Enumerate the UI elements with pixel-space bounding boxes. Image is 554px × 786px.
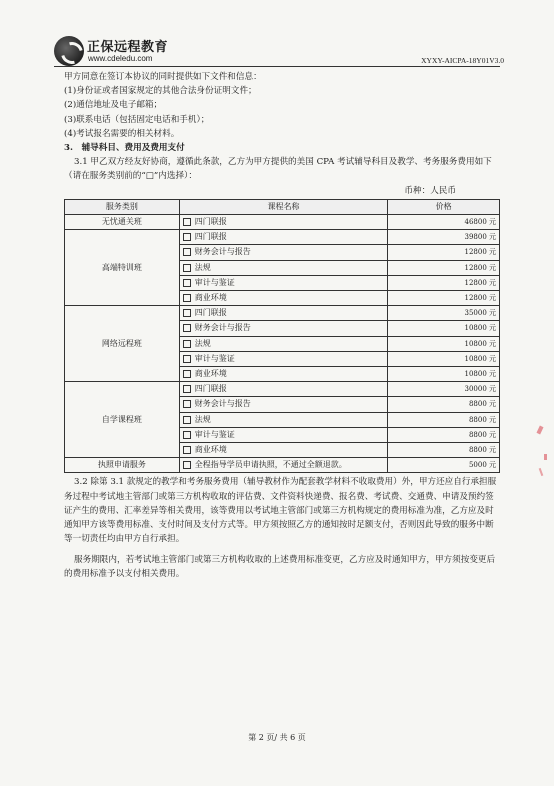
checkbox-icon[interactable] bbox=[183, 370, 191, 378]
course-name: 全程指导学员申请执照，不通过全额退款。 bbox=[194, 460, 347, 470]
course-name: 商业环境 bbox=[194, 369, 227, 379]
course-name: 财务会计与报告 bbox=[194, 399, 251, 409]
service-category: 自学课程班 bbox=[65, 382, 180, 458]
course-cell bbox=[179, 367, 388, 382]
course-name: 法规 bbox=[194, 338, 211, 348]
course-name: 财务会计与报告 bbox=[194, 323, 251, 333]
checkbox-icon[interactable] bbox=[183, 416, 191, 424]
price-cell: 8800 元 bbox=[388, 397, 500, 412]
course-cell bbox=[179, 260, 388, 275]
course-name: 审计与鉴证 bbox=[194, 353, 235, 363]
service-category: 执照申请服务 bbox=[65, 458, 180, 473]
course-name: 法规 bbox=[194, 262, 211, 272]
checkbox-icon[interactable] bbox=[183, 218, 191, 226]
course-name: 四门联报 bbox=[194, 384, 227, 394]
body-line: (1)身份证或者国家规定的其他合法身份证明文件； bbox=[64, 86, 257, 97]
checkbox-icon[interactable] bbox=[183, 431, 191, 439]
table-row bbox=[65, 458, 500, 473]
header-category: 服务类别 bbox=[65, 199, 180, 214]
checkbox-icon[interactable] bbox=[183, 309, 191, 317]
course-cell bbox=[179, 458, 388, 473]
course-cell bbox=[179, 443, 388, 458]
checkbox-icon[interactable] bbox=[183, 400, 191, 408]
course-name: 商业环境 bbox=[194, 293, 227, 303]
price-cell: 5000 元 bbox=[388, 458, 500, 473]
section-title: 3. 辅导科目、费用及费用支付 bbox=[64, 143, 185, 154]
price-cell: 12800 元 bbox=[388, 275, 500, 290]
price-cell: 10800 元 bbox=[388, 351, 500, 366]
price-cell: 8800 元 bbox=[388, 412, 500, 427]
checkbox-icon[interactable] bbox=[183, 340, 191, 348]
header-rule bbox=[54, 66, 500, 67]
checkbox-icon[interactable] bbox=[183, 248, 191, 256]
price-cell: 8800 元 bbox=[388, 427, 500, 442]
price-cell: 10800 元 bbox=[388, 321, 500, 336]
course-cell bbox=[179, 215, 388, 230]
price-cell: 12800 元 bbox=[388, 291, 500, 306]
paragraph-service-period: 服务期限内，若考试地主管部门或第三方机构收取的上述费用标准变更，乙方应及时通知甲方，甲方须按变更后的费用标准予以支付相关费用。 bbox=[64, 554, 496, 579]
course-cell bbox=[179, 427, 388, 442]
paragraph-3-2: 3.2 除第 3.1 款规定的教学和考务服务费用（辅导教材作为配套教学材料不收取费用）外，甲方还应自行承担服务过程中考试地主管部门或第三方机构收取的评估费、文件资料快递费、报名费、考试费、交通费、申请及预约签证产生的费用、汇率差异等相关费用，该等费用以考试地主管部门或第三方机构规定的费用标准为准，乙方应及时通知甲方该等费用标准、支付时间及支付方式等。甲方须按照乙方的通知按时足额支付，否则因此导致的服务中断等一切责任均由甲方自行承担。 bbox=[64, 477, 497, 545]
service-category: 高端特训班 bbox=[65, 230, 180, 306]
brand-name: 正保远程教育 bbox=[87, 40, 169, 55]
document-code: XYXY-AICPA-18Y01V3.0 bbox=[421, 56, 504, 65]
course-name: 四门联报 bbox=[194, 308, 227, 318]
checkbox-icon[interactable] bbox=[183, 279, 191, 287]
course-name: 法规 bbox=[194, 414, 211, 424]
table-row bbox=[65, 306, 500, 321]
body-line: (2)通信地址及电子邮箱； bbox=[64, 100, 163, 111]
course-cell bbox=[179, 351, 388, 366]
price-cell: 30000 元 bbox=[388, 382, 500, 397]
paragraph-3-1: 3.1 甲乙双方经友好协商，遵循此条款，乙方为甲方提供的美国 CPA 考试辅导科目及教学、考务服务费用如下（请在服务类别前的“□”内选择）： bbox=[64, 157, 492, 182]
checkbox-icon[interactable] bbox=[183, 264, 191, 272]
page-header bbox=[54, 36, 504, 66]
currency-label: 币种：人民币 bbox=[404, 185, 456, 196]
price-cell: 10800 元 bbox=[388, 367, 500, 382]
table-row bbox=[65, 230, 500, 245]
checkbox-icon[interactable] bbox=[183, 446, 191, 454]
course-cell bbox=[179, 382, 388, 397]
course-name: 商业环境 bbox=[194, 445, 227, 455]
body-line: (4)考试报名需要的相关材料。 bbox=[64, 128, 180, 139]
logo-icon bbox=[54, 36, 84, 66]
header-price: 价格 bbox=[388, 199, 500, 214]
course-cell bbox=[179, 321, 388, 336]
page-content bbox=[64, 70, 500, 581]
checkbox-icon[interactable] bbox=[183, 324, 191, 332]
course-cell bbox=[179, 336, 388, 351]
price-cell: 8800 元 bbox=[388, 443, 500, 458]
course-name: 审计与鉴证 bbox=[194, 429, 235, 439]
ink-mark bbox=[539, 468, 544, 476]
checkbox-icon[interactable] bbox=[183, 461, 191, 469]
price-cell: 46800 元 bbox=[388, 215, 500, 230]
body-line: (3)联系电话（包括固定电话和手机）； bbox=[64, 114, 210, 125]
course-cell bbox=[179, 412, 388, 427]
price-cell: 12800 元 bbox=[388, 260, 500, 275]
checkbox-icon[interactable] bbox=[183, 355, 191, 363]
fee-table bbox=[64, 199, 500, 474]
checkbox-icon[interactable] bbox=[183, 233, 191, 241]
course-name: 四门联报 bbox=[194, 232, 227, 242]
price-cell: 35000 元 bbox=[388, 306, 500, 321]
brand-website: www.cdeledu.com bbox=[88, 54, 153, 63]
service-category: 网络远程班 bbox=[65, 306, 180, 382]
service-category: 无忧通关班 bbox=[65, 215, 180, 230]
course-cell bbox=[179, 306, 388, 321]
table-row bbox=[65, 382, 500, 397]
checkbox-icon[interactable] bbox=[183, 294, 191, 302]
table-row bbox=[65, 215, 500, 230]
table-header-row bbox=[65, 199, 500, 214]
course-cell bbox=[179, 245, 388, 260]
price-cell: 10800 元 bbox=[388, 336, 500, 351]
course-cell bbox=[179, 230, 388, 245]
course-cell bbox=[179, 397, 388, 412]
ink-mark bbox=[544, 454, 547, 460]
checkbox-icon[interactable] bbox=[183, 385, 191, 393]
price-cell: 12800 元 bbox=[388, 245, 500, 260]
body-line: 甲方同意在签订本协议的同时提供如下文件和信息： bbox=[64, 72, 262, 82]
course-name: 四门联报 bbox=[194, 217, 227, 227]
course-cell bbox=[179, 291, 388, 306]
ink-mark bbox=[536, 426, 543, 435]
course-name: 财务会计与报告 bbox=[194, 247, 251, 257]
course-name: 审计与鉴证 bbox=[194, 277, 235, 287]
price-cell: 39800 元 bbox=[388, 230, 500, 245]
header-course: 课程名称 bbox=[179, 199, 388, 214]
course-cell bbox=[179, 275, 388, 290]
page-number: 第 2 页/ 共 6 页 bbox=[248, 733, 306, 742]
